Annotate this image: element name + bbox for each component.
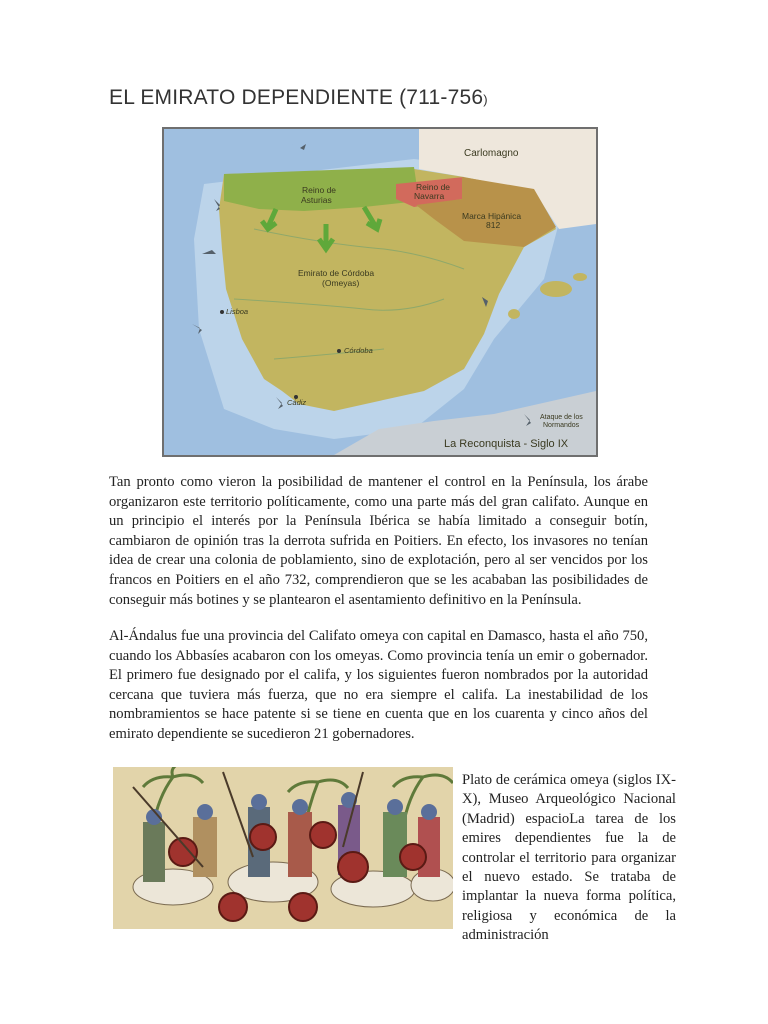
lisboa-marker xyxy=(220,310,224,314)
legend-normandos-1: Ataque de los xyxy=(540,414,583,421)
battle-scene xyxy=(113,767,453,929)
label-emirato-2: (Omeyas) xyxy=(322,278,360,288)
map-illustration xyxy=(164,129,596,455)
label-marca-2: 812 xyxy=(486,220,501,230)
cordoba-marker xyxy=(337,349,341,353)
label-emirato-1: Emirato de Córdoba xyxy=(298,268,375,278)
battle-illustration xyxy=(113,767,453,929)
label-navarra-2: Navarra xyxy=(414,191,445,201)
map-caption: La Reconquista - Siglo IX xyxy=(444,438,569,450)
reconquista-map xyxy=(162,127,598,457)
label-cordoba: Córdoba xyxy=(344,346,373,355)
mallorca-island xyxy=(540,281,572,297)
label-asturias-1: Reino de xyxy=(302,185,337,195)
label-carlomagno: Carlomagno xyxy=(464,148,519,159)
label-marca-1: Marca Hipánica xyxy=(462,211,522,221)
page-title: EL EMIRATO DEPENDIENTE (711-756) xyxy=(109,86,488,109)
paragraph-2: Al-Ándalus fue una provincia del Califato omeya con capital en Damasco, hasta el año 750, cuando los Abbasíes acabaron con los omeyas. Como provincia tenía un emir o gobernador. El primero fue designado por el califa, y los siguientes fueron nombrados por la autoridad cercana que tuviera más fuerza, que no era siempre el califa. La inestabilidad de los nombramientos se hace patente si se tiene en cuenta que en los cuarenta y cinco años del emirato dependiente se sucedieron 21 gobernadores. xyxy=(109,628,648,742)
side-paragraph: Plato de cerámica omeya (siglos IX-X), Museo Arqueológico Nacional (Madrid) espacioLa tarea de los emires dependientes fue la de controlar el territorio para organizar el nuevo estado. Se trataba de implantar la nueva forma política, religiosa y económica de la administración xyxy=(462,772,676,943)
paragraph-1: Tan pronto como vieron la posibilidad de mantener el control en la Península, los árabe organizaron este territorio políticamente, como una parte más del gran califato. Aunque en un principio el interés por la Península Ibérica se había limitado a conseguir botín, cambiaron de opinión tras la derrota sufrida en Poitiers. En efecto, los invasores no tenían idea de crear una colonia de poblamiento, sino de explotación, pero al ser vencidos por los francos en Poitiers en el año 732, comprendieron que se les acababan las posibilidades de conseguir más botines y se plantearon el asentamiento definitivo en la Península. xyxy=(109,474,648,608)
legend-normandos-2: Normandos xyxy=(543,422,580,429)
label-asturias-2: Asturias xyxy=(301,195,332,205)
menorca-island xyxy=(573,273,587,281)
label-navarra-1: Reino de xyxy=(416,182,451,192)
label-cadiz: Cádiz xyxy=(287,398,307,407)
label-lisboa: Lisboa xyxy=(226,307,249,316)
ibiza-island xyxy=(508,309,520,319)
